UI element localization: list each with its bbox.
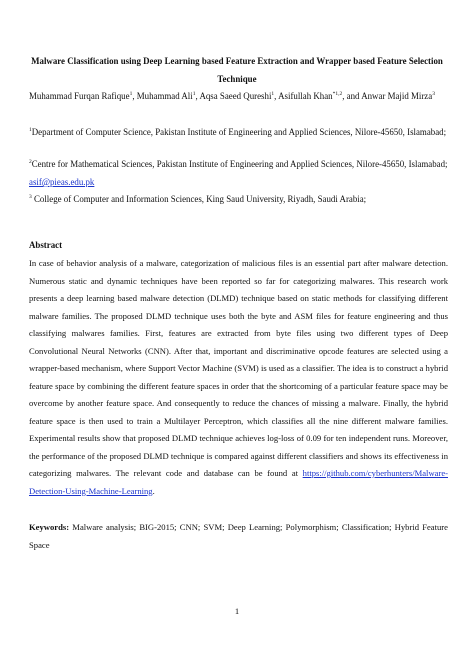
page-number: 1 — [234, 606, 240, 616]
abstract-text: In case of behavior analysis of a malware, categorization of malicious files is an essential part after malware detection. Numerous static and dynamic techniques have been reported so far for categorizing malwares. This research work presents a deep learning based malware detection (DLMD) technique based on static methods for classifying different malware families. The proposed DLMD technique uses both the byte and ASM files for feature engineering and thus classifying malwares families. First, features are extracted from byte files using two different types of Deep Convolutional Neural Networks (CNN). After that, important and discriminative opcode features are selected using a wrapper-based mechanism, where Support Vector Machine (SVM) is used as a classifier. The idea is to construct a hybrid feature space by combining the different feature spaces in order that the shortcoming of a particular feature space may be overcome by another feature space. And consequently to reduce the chances of missing a malware. Finally, the hybrid feature space is then used to train a Multilayer Perceptron, which classifies all the nine different malware families. Experimental results show that proposed DLMD technique achieves log-loss of 0.09 for ten independent runs. Moreover, the performance of the proposed DLMD technique is compared against different classifiers and shows its effectiveness in categorizing malwares. The relevant code and database can be found at — [29, 258, 448, 478]
author-separator: , — [195, 91, 200, 101]
affiliation-text: Department of Computer Science, Pakistan Institute of Engineering and Applied Sciences, Nilore-45650, Islamabad; — [31, 127, 447, 137]
paper-title: Malware Classification using Deep Learning based Feature Extraction and Wrapper based Feature Selection Technique — [31, 56, 443, 84]
author-affiliation-marker: 1 — [129, 91, 133, 97]
affiliation-3 — [29, 190, 449, 208]
abstract-heading: Abstract — [29, 240, 63, 250]
abstract-body — [29, 255, 448, 500]
abstract-end: . — [152, 485, 155, 496]
author-name: Muhammad Furqan Rafique — [29, 91, 130, 101]
corresponding-email-link[interactable]: asif@pieas.edu.pk — [29, 177, 95, 187]
author-list — [29, 87, 449, 105]
author-name: Muhammad Ali — [136, 91, 193, 101]
author-name: Asifullah Khan — [278, 91, 333, 101]
keywords-text: Malware analysis; BIG-2015; CNN; SVM; Deep Learning; Polymorphism; Classification; Hybrid Feature Space — [29, 522, 448, 550]
code-repository-link[interactable]: https://github.com/cyberhunters/Malware-Detection-Using-Machine-Learning — [29, 468, 448, 496]
affiliation-marker: 1 — [29, 127, 32, 133]
keywords-section — [29, 518, 448, 554]
author-affiliation-marker: *1,2 — [332, 91, 343, 97]
affiliation-marker: 3 — [29, 194, 32, 200]
author-name: Anwar Majid Mirza — [361, 91, 433, 101]
affiliation-text: College of Computer and Information Sciences, King Saud University, Riyadh, Saudi Arabia; — [31, 194, 367, 204]
author-name: Aqsa Saeed Qureshi — [199, 91, 272, 101]
affiliation-marker: 2 — [29, 159, 32, 165]
author-affiliation-marker: 1 — [271, 91, 275, 97]
affiliation-1 — [29, 123, 449, 141]
affiliation-text: Centre for Mathematical Sciences, Pakistan Institute of Engineering and Applied Sciences, Nilore-45650, Islamabad; — [31, 159, 448, 169]
author-separator: , and — [342, 91, 362, 101]
author-affiliation-marker: 1 — [192, 91, 196, 97]
author-affiliation-marker: 3 — [432, 91, 435, 97]
affiliation-2 — [29, 155, 449, 191]
keywords-label: Keywords: — [29, 522, 70, 532]
author-separator: , — [274, 91, 279, 101]
author-separator: , — [132, 91, 137, 101]
